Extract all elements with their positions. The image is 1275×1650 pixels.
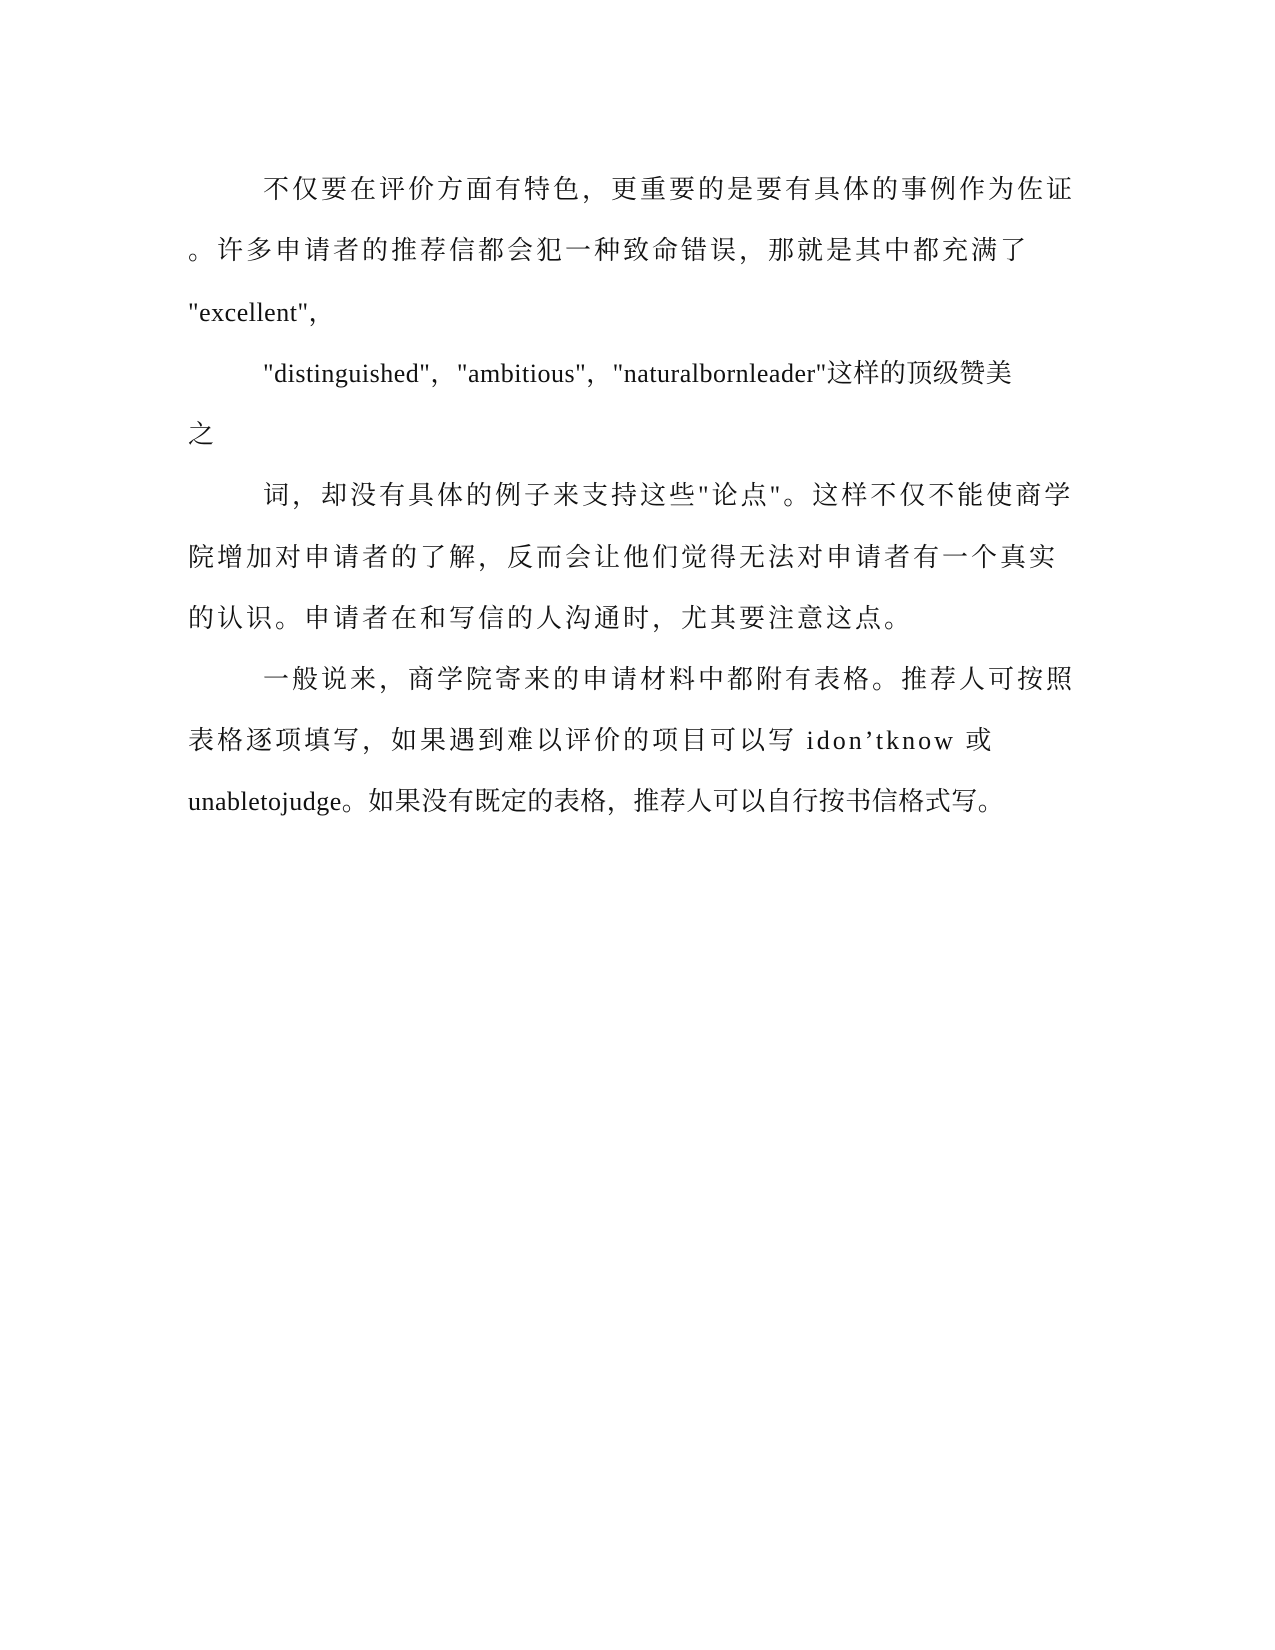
paragraph-line: 。许多申请者的推荐信都会犯一种致命错误，那就是其中都充满了 [188, 236, 1030, 265]
paragraph-line: 表格逐项填写，如果遇到难以评价的项目可以写 idon’tknow 或 [188, 726, 995, 755]
paragraph-line: unabletojudge。如果没有既定的表格，推荐人可以自行按书信格式写。 [188, 787, 1005, 816]
paragraph-line: 不仅要在评价方面有特色，更重要的是要有具体的事例作为佐证 [263, 175, 1076, 204]
paragraph-line: 词，却没有具体的例子来支持这些"论点"。这样不仅不能使商学 [263, 481, 1074, 510]
paragraph-line: "distinguished"，"ambitious"，"naturalbornleader"这样的顶级赞美 [263, 359, 1013, 388]
paragraph-line: "excellent"， [188, 298, 336, 327]
paragraph-line: 的认识。申请者在和写信的人沟通时，尤其要注意这点。 [188, 604, 914, 633]
paragraph-line: 一般说来，商学院寄来的申请材料中都附有表格。推荐人可按照 [263, 665, 1076, 694]
paragraph-line: 之 [188, 420, 218, 449]
paragraph-line: 院增加对申请者的了解，反而会让他们觉得无法对申请者有一个真实 [188, 543, 1059, 572]
